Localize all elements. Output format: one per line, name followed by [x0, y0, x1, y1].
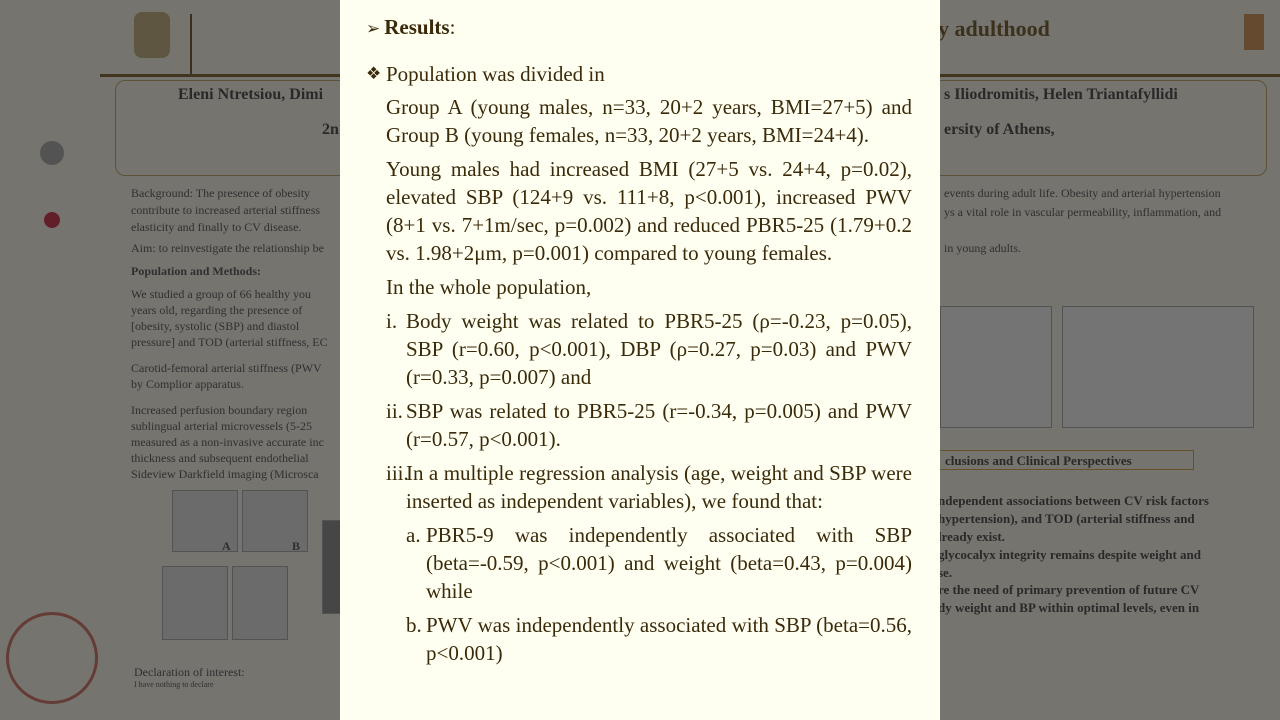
item-text: Body weight was related to PBR5-25 (ρ=-0.23, p=0.05), SBP (r=0.60, p<0.001), DBP (ρ=0.27, p=0.03) and PWV (r=0.33, p=0.007) and [406, 309, 912, 389]
subitem-marker: a. [406, 523, 421, 547]
results-heading-colon: : [449, 15, 456, 39]
item-text: In a multiple regression analysis (age, weight and SBP were inserted as independent variables), we found that: [406, 461, 912, 513]
item-marker: i. [386, 309, 398, 333]
result-item-3 [386, 459, 912, 515]
population-intro [366, 60, 912, 88]
result-subitem-b [406, 611, 912, 667]
subitem-text: PWV was independently associated with SBP (beta=0.56, p<0.001) [426, 613, 912, 665]
result-item-2 [386, 397, 912, 453]
item-text: SBP was related to PBR5-25 (r=-0.34, p=0.005) and PWV (r=0.57, p<0.001). [406, 399, 912, 451]
result-item-1 [386, 307, 912, 391]
subitem-text: PBR5-9 was independently associated with SBP (beta=-0.59, p<0.001) and weight (beta=0.43, p=0.004) while [426, 523, 912, 603]
item-marker: iii. [386, 461, 409, 485]
results-heading [366, 13, 912, 43]
diamond-bullet-icon: ❖ [366, 64, 382, 83]
population-intro-text: Population was divided in [386, 62, 605, 86]
groups-paragraph: Group A (young males, n=33, 20+2 years, BMI=27+5) and Group B (young females, n=33, 20+2 years, BMI=24+4). [386, 95, 912, 147]
whole-population-paragraph: In the whole population, [386, 275, 592, 299]
arrow-bullet-icon: ➢ [366, 19, 381, 38]
results-heading-text: Results [384, 15, 450, 39]
item-marker: ii. [386, 399, 403, 423]
result-subitem-a [406, 521, 912, 605]
results-panel [340, 0, 940, 720]
comparison-paragraph: Young males had increased BMI (27+5 vs. 24+4, p=0.02), elevated SBP (124+9 vs. 111+8, p<0.001), increased PWV (8+1 vs. 7+1m/sec, p=0.002) and reduced PBR5-25 (1.79+0.2 vs. 1.98+2μm, p=0.001) compared to young females. [386, 157, 912, 265]
subitem-marker: b. [406, 613, 422, 637]
